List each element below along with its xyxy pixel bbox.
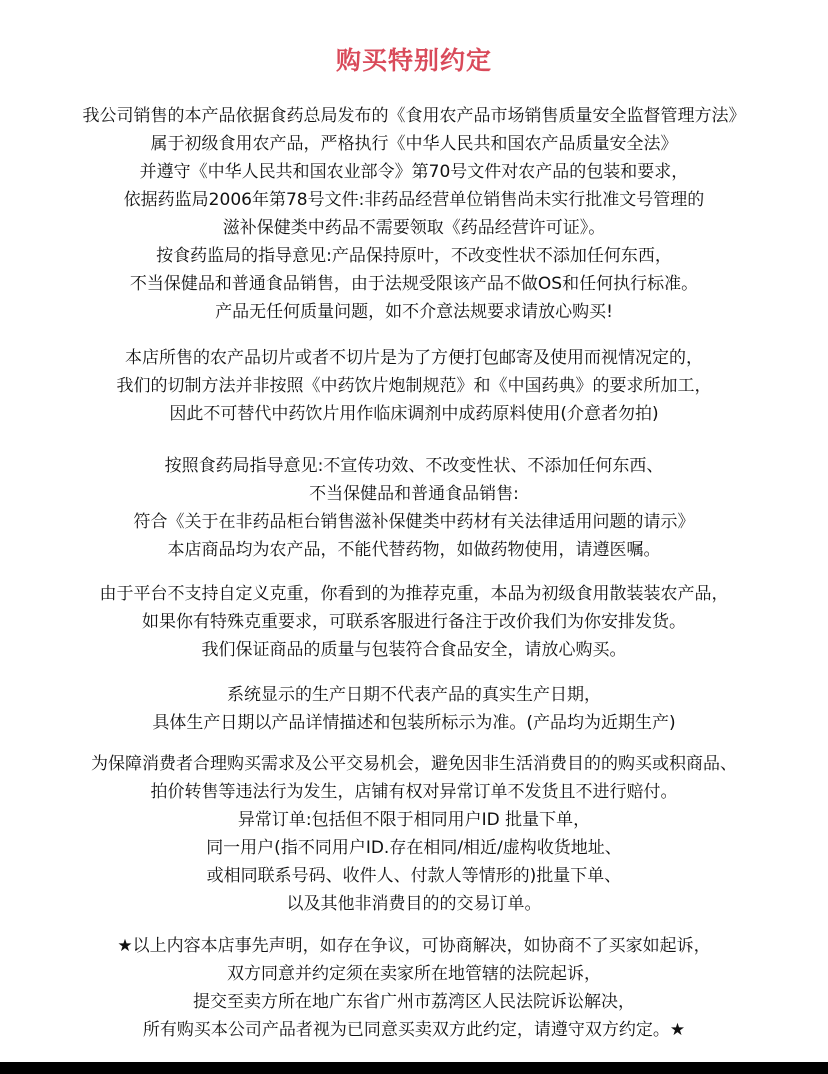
paragraph-7-line-4: 所有购买本公司产品者视为已同意买卖双方此约定，请遵守双方约定。★ [142, 1020, 686, 1040]
paragraph-6-line-5: 或相同联系号码、收件人、付款人等情形的)批量下单、 [206, 866, 622, 886]
paragraph-3-line-3: 符合《关于在非药品柜台销售滋补保健类中药材有关法律适用问题的请示》 [133, 512, 695, 532]
paragraph-6-line-4: 同一用户(指不同用户ID.存在相同/相近/虚构收货地址、 [206, 838, 622, 858]
paragraph-2-line-1: 本店所售的农产品切片或者不切片是为了方便打包邮寄及使用而视情况定的， [125, 348, 703, 368]
paragraph-1-line-5: 滋补保健类中药品不需要领取《药品经营许可证》。 [222, 218, 606, 238]
paragraph-4-line-2: 如果你有特殊克重要求，可联系客服进行备注于改价我们为你安排发货。 [142, 612, 686, 632]
paragraph-7-line-1: ★以上内容本店事先声明，如存在争议，可协商解决，如协商不了买家如起诉， [117, 936, 711, 956]
paragraph-1-line-8: 产品无任何质量问题，如不介意法规要求请放心购买! [215, 302, 613, 322]
paragraph-6-line-1: 为保障消费者合理购买需求及公平交易机会，避免因非生活消费目的的购买或积商品、 [91, 754, 737, 774]
paragraph-2-line-3: 因此不可替代中药饮片用作临床调剂中成药原料使用(介意者勿拍) [169, 404, 659, 424]
page-title: 购买特别约定 [335, 46, 492, 75]
paragraph-3-line-2: 不当保健品和普通食品销售: [309, 484, 519, 504]
paragraph-1-line-2: 属于初级食用农产品，严格执行《中华人民共和国农产品质量安全法》 [150, 134, 678, 154]
paragraph-6-line-2: 拍价转售等违法行为发生，店铺有权对异常订单不发货且不进行赔付。 [150, 782, 678, 802]
paragraph-3-line-4: 本店商品均为农产品，不能代替药物，如做药物使用，请遵医嘱。 [167, 540, 661, 560]
paragraph-4-line-1: 由于平台不支持自定义克重，你看到的为推荐克重，本品为初级食用散装装农产品， [99, 584, 729, 604]
paragraph-6-line-3: 异常订单:包括但不限于相同用户ID 批量下单， [237, 810, 591, 830]
paragraph-1-line-6: 按食药监局的指导意见:产品保持原叶，不改变性状不添加任何东西， [156, 246, 672, 266]
paragraph-5-line-1: 系统显示的生产日期不代表产品的真实生产日期， [227, 685, 601, 705]
paragraph-3-line-1: 按照食药局指导意见:不宣传功效、不改变性状、不添加任何东西、 [164, 456, 664, 476]
paragraph-6-line-6: 以及其他非消费目的的交易订单。 [286, 894, 542, 914]
paragraph-1-line-4: 依据药监局2006年第78号文件:非药品经营单位销售尚未实行批准文号管理的 [123, 190, 705, 210]
bottom-border [0, 1062, 828, 1074]
paragraph-4-line-3: 我们保证商品的质量与包装符合食品安全，请放心购买。 [201, 640, 627, 660]
paragraph-7-line-2: 双方同意并约定须在卖家所在地管辖的法院起诉， [227, 964, 601, 984]
paragraph-7-line-3: 提交至卖方所在地广东省广州市荔湾区人民法院诉讼解决， [193, 992, 635, 1012]
paragraph-2-line-2: 我们的切制方法并非按照《中药饮片炮制规范》和《中国药典》的要求所加工， [116, 376, 712, 396]
paragraph-5-line-2: 具体生产日期以产品详情描述和包装所标示为准。(产品均为近期生产) [152, 713, 676, 733]
paragraph-1-line-3: 并遵守《中华人民共和国农业部令》第70号文件对农产品的包装和要求， [139, 162, 689, 182]
paragraph-1-line-7: 不当保健品和普通食品销售，由于法规受限该产品不做OS和任何执行标准。 [129, 274, 699, 294]
paragraph-1-line-1: 我公司销售的本产品依据食药总局发布的《食用农产品市场销售质量安全监督管理方法》 [82, 106, 746, 126]
